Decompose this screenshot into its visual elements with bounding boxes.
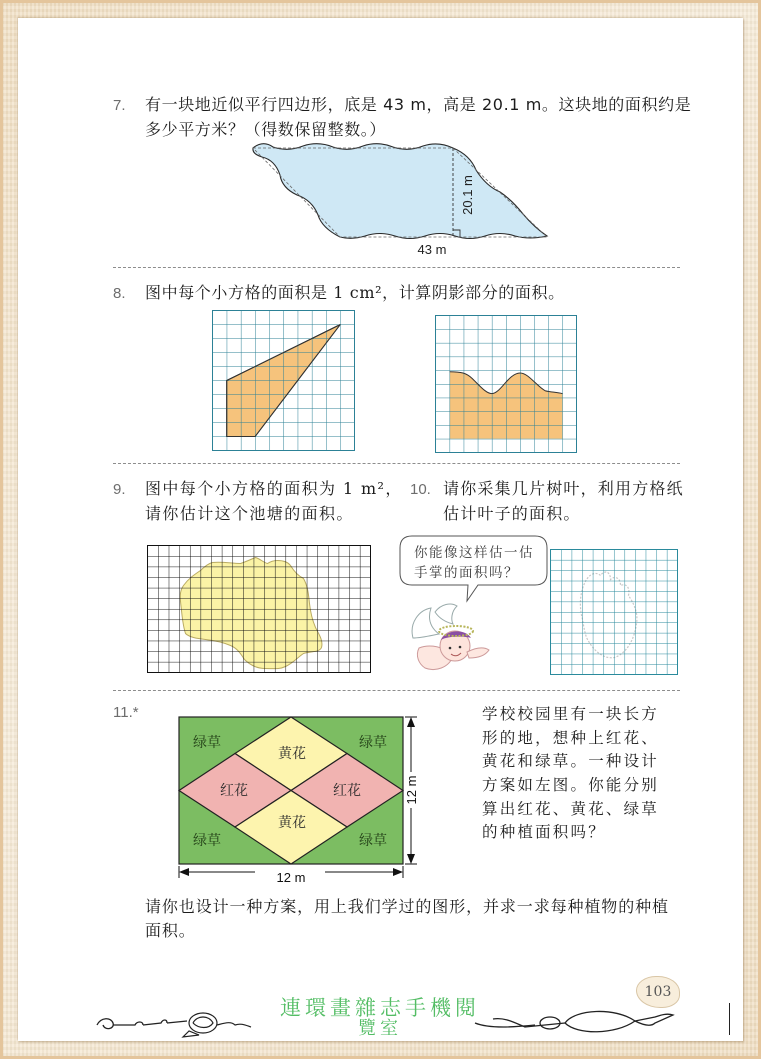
grid-9-pond bbox=[147, 545, 371, 673]
label-grass-tl: 绿草 bbox=[193, 735, 221, 751]
problem-11-followup-line1: 请你也设计一种方案，用上我们学过的图形，并求一求每种植物的种植 bbox=[145, 897, 669, 916]
desc-line: 形的地，想种上红花、 bbox=[482, 728, 660, 747]
problem-9-text-line1: 图中每个小方格的面积为 1 m²， bbox=[145, 479, 403, 498]
flourish-left-icon bbox=[97, 1019, 187, 1029]
label-grass-br: 绿草 bbox=[359, 833, 387, 849]
problem-7-text-line2: 多少平方米？（得数保留整数。） bbox=[145, 120, 387, 139]
problem-11-number: 11.* bbox=[113, 704, 139, 721]
height-label: 20.1 m bbox=[460, 175, 475, 215]
base-label: 43 m bbox=[417, 242, 447, 257]
section-divider bbox=[113, 463, 680, 464]
section-divider bbox=[113, 267, 680, 268]
label-yellow-bottom: 黄花 bbox=[278, 815, 306, 831]
bubble-line1: 你能像这样估一估 bbox=[414, 545, 534, 561]
problem-7-text-line1: 有一块地近似平行四边形，底是 43 m，高是 20.1 m。这块地的面积约是 bbox=[145, 95, 692, 114]
problem-10-number: 10. bbox=[410, 481, 431, 498]
label-grass-bl: 绿草 bbox=[193, 833, 221, 849]
grid-8a-quadrilateral bbox=[212, 310, 355, 451]
watermark bbox=[225, 998, 535, 1039]
desc-line: 方案如左图。你能分别 bbox=[482, 776, 660, 795]
problem-10-text-line2: 估计叶子的面积。 bbox=[443, 504, 581, 523]
problem-8-number: 8. bbox=[113, 285, 126, 302]
problem-9-number: 9. bbox=[113, 481, 126, 498]
parallelogram-land-figure bbox=[240, 138, 560, 263]
margin-line bbox=[729, 1003, 730, 1035]
land-shape bbox=[253, 144, 547, 239]
angel-arm bbox=[467, 648, 489, 658]
height-dimension-label: 12 m bbox=[404, 775, 419, 805]
problem-7-number: 7. bbox=[113, 97, 126, 114]
desc-line: 的种植面积吗？ bbox=[482, 823, 606, 842]
garden-plan-figure bbox=[170, 710, 430, 890]
problem-11-followup-line2: 面积。 bbox=[145, 921, 196, 940]
width-dimension-label: 12 m bbox=[276, 870, 306, 885]
speech-bubble-text bbox=[414, 543, 534, 583]
desc-line: 算出红花、黄花、绿草 bbox=[482, 799, 660, 818]
desc-line: 黄花和绿草。一种设计 bbox=[482, 752, 660, 771]
watermark-line2: 覽室 bbox=[358, 1018, 402, 1039]
label-yellow-top: 黄花 bbox=[278, 746, 306, 762]
label-grass-tr: 绿草 bbox=[359, 735, 387, 751]
watermark-line1: 連環畫雜志手機閱 bbox=[280, 996, 480, 1020]
bubble-line2: 手掌的面积吗？ bbox=[414, 565, 519, 581]
angel-wing-right bbox=[435, 604, 457, 624]
problem-8-text: 图中每个小方格的面积是 1 cm²，计算阴影部分的面积。 bbox=[145, 283, 565, 302]
grid-10-hand bbox=[550, 549, 678, 675]
label-red-right: 红花 bbox=[333, 783, 361, 799]
label-red-left: 红花 bbox=[220, 783, 248, 799]
problem-9-text-line2: 请你估计这个池塘的面积。 bbox=[145, 504, 354, 523]
desc-line: 学校校园里有一块长方 bbox=[482, 705, 660, 723]
problem-10-text-line1: 请你采集几片树叶，利用方格纸 bbox=[443, 479, 684, 498]
section-divider bbox=[113, 690, 680, 691]
angel-cartoon bbox=[405, 598, 500, 680]
grid-8b-curved-region bbox=[435, 315, 577, 453]
problem-11-description bbox=[482, 703, 659, 845]
page-number: 103 bbox=[636, 976, 680, 1008]
